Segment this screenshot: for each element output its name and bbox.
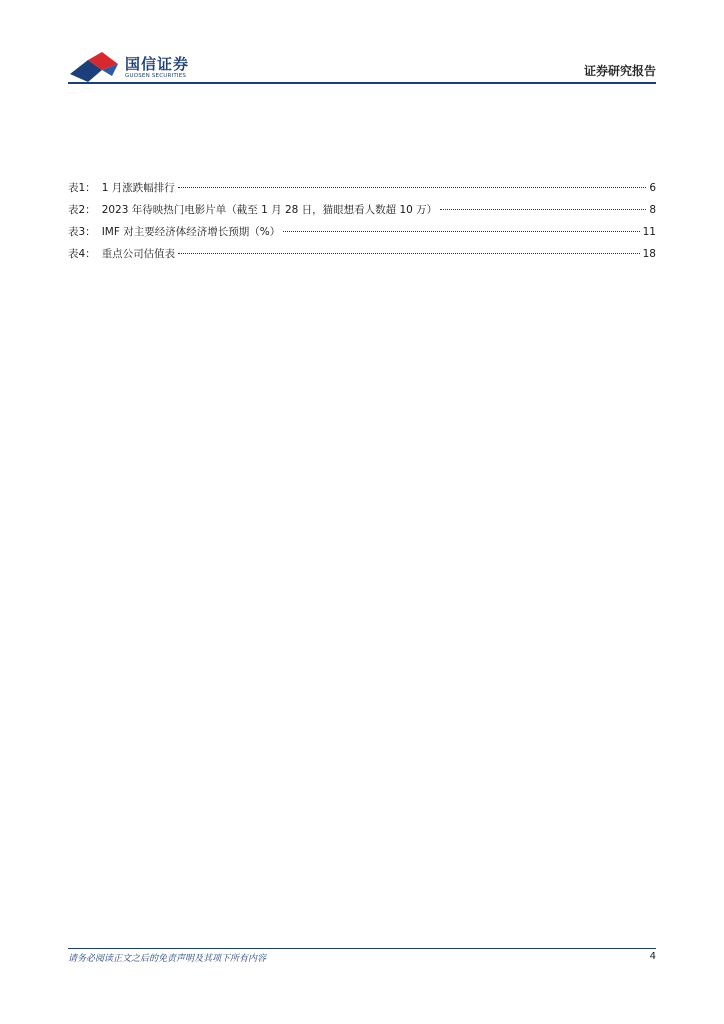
- toc-item-page: 11: [642, 226, 656, 238]
- toc-dot-leader: [283, 231, 639, 232]
- footer-disclaimer: 请务必阅读正文之后的免责声明及其项下所有内容: [68, 954, 267, 964]
- toc-item-label: 表2：: [68, 204, 96, 216]
- toc-item-title: 2023 年待映热门电影片单（截至 1 月 28 日，猫眼想看人数超 10 万）: [101, 204, 438, 216]
- company-logo: [68, 50, 208, 84]
- page-number: 4: [649, 951, 656, 962]
- toc-item-page: 18: [642, 248, 656, 260]
- toc-item[interactable]: [68, 224, 656, 246]
- toc-item[interactable]: [68, 246, 656, 268]
- toc-item-label: 表4：: [68, 248, 96, 260]
- toc-dot-leader: [178, 187, 647, 188]
- toc-item[interactable]: [68, 180, 656, 202]
- table-of-tables: [68, 180, 656, 268]
- brand-name-en: GUOSEN SECURITIES: [125, 73, 187, 79]
- toc-dot-leader: [178, 253, 639, 254]
- logo-mark-icon: [68, 50, 122, 84]
- report-type-label: 证券研究报告: [583, 64, 656, 78]
- toc-item-label: 表3：: [68, 226, 96, 238]
- toc-item-page: 6: [649, 182, 656, 194]
- toc-item-page: 8: [649, 204, 656, 216]
- toc-item-title: IMF 对主要经济体经济增长预期（%）: [101, 226, 281, 238]
- page-header: [68, 50, 656, 84]
- toc-item[interactable]: [68, 202, 656, 224]
- footer-divider: [68, 948, 656, 949]
- toc-dot-leader: [440, 209, 646, 210]
- header-divider: [68, 82, 656, 84]
- toc-item-title: 1 月涨跌幅排行: [101, 182, 175, 194]
- toc-item-title: 重点公司估值表: [101, 248, 176, 260]
- brand-name-cn: 国信证券: [125, 55, 190, 73]
- toc-item-label: 表1：: [68, 182, 96, 194]
